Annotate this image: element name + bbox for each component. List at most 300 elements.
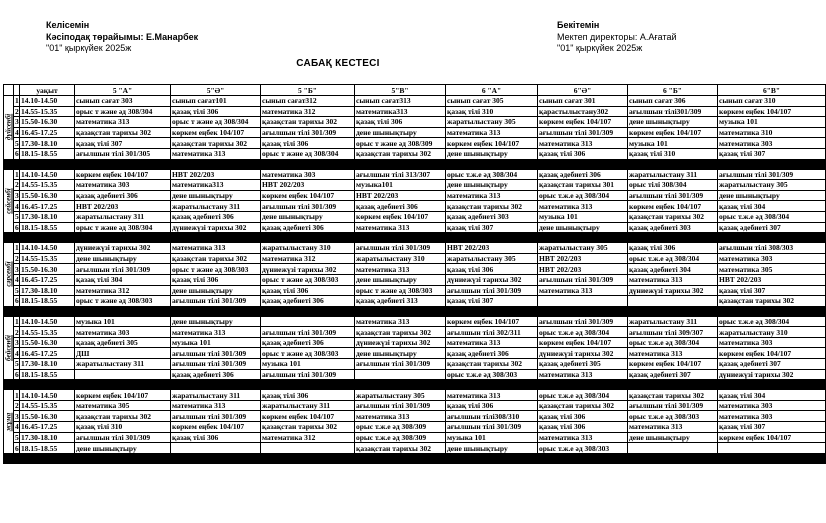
- lesson-cell: НВТ 202/203: [538, 253, 628, 264]
- lesson-cell: қазақстан тарихы 302: [171, 138, 261, 149]
- lesson-time: 17.30-18.10: [20, 285, 75, 296]
- lesson-number: 1: [15, 243, 19, 253]
- lesson-cell: жаратылыстану 310: [261, 243, 355, 254]
- lesson-cell: математика 303: [718, 400, 826, 411]
- lesson-cell: [261, 443, 355, 454]
- lesson-cell: қазақ тілі 306: [171, 106, 261, 117]
- lesson-time: 14.10-14.50: [20, 169, 75, 180]
- lesson-cell: дене шынықтыру: [171, 285, 261, 296]
- lesson-number: 6: [15, 222, 19, 232]
- lesson-cell: ағылшын тілі 309/307: [628, 327, 718, 338]
- lesson-cell: [718, 443, 826, 454]
- lesson-cell: [628, 443, 718, 454]
- lesson-cell: қазақстан тарихы 302: [261, 422, 355, 433]
- lesson-cell: орыс т.ж.е әд 308/304: [718, 316, 826, 327]
- lesson-cell: жаратылыстану 311: [75, 359, 171, 370]
- lesson-cell: математика 313: [628, 274, 718, 285]
- lesson-cell: қазақ әдебиеті 306: [261, 337, 355, 348]
- lesson-row: [4, 296, 826, 307]
- column-header: 6 "Б": [628, 85, 718, 96]
- lesson-cell: математика 313: [446, 390, 538, 401]
- lesson-time: 17.30-18.10: [20, 211, 75, 222]
- lesson-cell: дене шынықтыру: [355, 348, 446, 359]
- lesson-time: 18.15-18.55: [20, 148, 75, 159]
- lesson-cell: ағылшын тілі 313/307: [355, 169, 446, 180]
- lesson-cell: жаратылыстану 311: [628, 169, 718, 180]
- separator-bar: [4, 380, 826, 390]
- lesson-time: 18.15-18.55: [20, 443, 75, 454]
- page-title: САБАҚ КЕСТЕСІ: [296, 58, 380, 69]
- lesson-cell: қазақ тілі 306: [538, 422, 628, 433]
- lesson-cell: математика 313: [355, 222, 446, 233]
- lesson-cell: қазақ әдебиеті 307: [718, 359, 826, 370]
- lesson-cell: көркем еңбек 104/107: [446, 316, 538, 327]
- day-label-cell: [4, 243, 14, 307]
- lesson-cell: НВТ 202/203: [718, 274, 826, 285]
- lesson-cell: қазақ тілі 306: [261, 285, 355, 296]
- lesson-cell: дене шынықтыру: [75, 443, 171, 454]
- lesson-time: 16.45-17.25: [20, 201, 75, 212]
- lesson-time: 16.45-17.25: [20, 274, 75, 285]
- lesson-cell: жаратылыстану 305: [446, 117, 538, 128]
- lesson-cell: қазақ тілі 310: [446, 106, 538, 117]
- lesson-row: [4, 222, 826, 233]
- lesson-row: [4, 422, 826, 433]
- separator-bar: [4, 159, 826, 169]
- lesson-cell: математика 303: [718, 337, 826, 348]
- lesson-time: 16.45-17.25: [20, 127, 75, 138]
- lesson-cell: көркем еңбек 104/107: [75, 390, 171, 401]
- lesson-time: 18.15-18.55: [20, 369, 75, 380]
- lesson-row: [4, 369, 826, 380]
- lesson-cell: жаратылыстану 310: [718, 327, 826, 338]
- lesson-cell: қазақ тілі 307: [446, 222, 538, 233]
- lesson-cell: математика 303: [718, 411, 826, 422]
- lesson-cell: орыс т.ж.е әд 308/304: [538, 390, 628, 401]
- lesson-cell: дене шынықтыру: [628, 117, 718, 128]
- column-header: 5 "Б": [261, 85, 355, 96]
- lesson-cell: жаратылыстану 310: [355, 253, 446, 264]
- lesson-cell: НВТ 202/203: [355, 190, 446, 201]
- day-separator: [4, 306, 826, 316]
- lesson-cell: қазақ әдебиеті 307: [718, 222, 826, 233]
- lesson-time: 15.50-16.30: [20, 264, 75, 275]
- lesson-cell: ағылшын тілі 301/309: [446, 285, 538, 296]
- lesson-cell: қазақ тілі 310: [628, 148, 718, 159]
- lesson-cell: жаратылыстану 311: [75, 211, 171, 222]
- day-separator: [4, 380, 826, 390]
- lesson-cell: қазақ тілі 304: [718, 201, 826, 212]
- lesson-time: 15.50-16.30: [20, 411, 75, 422]
- lesson-cell: дене шынықтыру: [628, 432, 718, 443]
- lesson-cell: ағылшын тілі 301/309: [355, 400, 446, 411]
- lesson-row: [4, 327, 826, 338]
- lesson-cell: дене шынықтыру: [446, 148, 538, 159]
- lesson-cell: математика 313: [355, 316, 446, 327]
- lesson-row: [4, 117, 826, 128]
- approval-right: [557, 20, 677, 55]
- lesson-number: 2: [15, 106, 19, 116]
- lesson-row: [4, 201, 826, 212]
- lesson-cell: математика 313: [75, 117, 171, 128]
- lesson-cell: көркем еңбек 104/107: [718, 432, 826, 443]
- lesson-cell: орыс т.ж.е әд 308/303: [446, 369, 538, 380]
- lesson-cell: математика 313: [171, 148, 261, 159]
- lesson-row: [4, 264, 826, 275]
- lesson-time: 14.55-15.35: [20, 106, 75, 117]
- lesson-number: 6: [15, 369, 19, 379]
- lesson-row: [4, 180, 826, 191]
- lesson-cell: жаратылыстану 311: [628, 316, 718, 327]
- lesson-cell: математика 313: [538, 432, 628, 443]
- lesson-cell: ағылшын тілі 301/309: [718, 169, 826, 180]
- lesson-cell: қазақ тілі 306: [355, 117, 446, 128]
- lesson-cell: орыс т.ж.е әд 308/304: [538, 327, 628, 338]
- lesson-cell: [75, 369, 171, 380]
- lesson-number: 3: [15, 338, 19, 348]
- lesson-cell: қазақ әдебиеті 306: [538, 169, 628, 180]
- lesson-row: [4, 274, 826, 285]
- lesson-cell: қазақ әдебиеті 305: [75, 337, 171, 348]
- day-name: дүйсенбі: [4, 114, 12, 141]
- approve-role: Мектеп директоры: А.Ағатай: [557, 31, 677, 42]
- lesson-cell: қазақ тілі 306: [538, 148, 628, 159]
- lesson-cell: қазақ тілі 304: [75, 274, 171, 285]
- lesson-cell: ДШ: [75, 348, 171, 359]
- approval-left: [46, 20, 198, 55]
- lesson-cell: математика 313: [538, 285, 628, 296]
- lesson-cell: орыс т және әд 308/303: [261, 274, 355, 285]
- lesson-cell: орыс т.ж.е әд 308/304: [628, 337, 718, 348]
- lesson-time: 14.10-14.50: [20, 316, 75, 327]
- lesson-cell: [538, 296, 628, 307]
- lesson-cell: ағылшын тілі 301/309: [628, 190, 718, 201]
- lesson-cell: қазақстан тарихы 302: [538, 400, 628, 411]
- lesson-cell: дене шынықтыру: [171, 316, 261, 327]
- lesson-cell: қазақстан тарихы 302: [171, 253, 261, 264]
- separator-bar: [4, 233, 826, 243]
- lesson-number: 3: [15, 191, 19, 201]
- column-header: 6"Ә": [538, 85, 628, 96]
- day-name: бейсенбі: [4, 334, 12, 361]
- lesson-cell: орыс т.ж.е әд 308/309: [355, 422, 446, 433]
- lesson-cell: орыс т және әд 308/309: [355, 138, 446, 149]
- lesson-cell: математика 312: [261, 432, 355, 443]
- lesson-cell: ағылшын тілі 301/309: [261, 327, 355, 338]
- lesson-cell: қазақ тілі 306: [446, 400, 538, 411]
- lesson-cell: қазақстан тарихы 301: [538, 180, 628, 191]
- lesson-cell: орыс т.ж.е әд 308/304: [538, 190, 628, 201]
- lesson-cell: қазақ әдебиеті 313: [355, 296, 446, 307]
- agree-date: "01" қыркүйек 2025ж: [46, 43, 132, 53]
- lesson-time: 16.45-17.25: [20, 422, 75, 433]
- lesson-cell: қазақстан тарихы 302: [628, 211, 718, 222]
- lesson-cell: математика 313: [628, 348, 718, 359]
- lesson-cell: дүниежүзі тарихы 302: [718, 369, 826, 380]
- lesson-cell: жаратылыстану 311: [171, 390, 261, 401]
- lesson-cell: орыс т.ж.е әд 308/309: [355, 432, 446, 443]
- lesson-cell: музыка 101: [538, 211, 628, 222]
- lesson-row: [4, 190, 826, 201]
- lesson-cell: [628, 296, 718, 307]
- lesson-cell: қазақ әдебиеті 306: [446, 348, 538, 359]
- lesson-time: 16.45-17.25: [20, 348, 75, 359]
- lesson-cell: математика 310: [718, 127, 826, 138]
- lesson-cell: математика 313: [538, 138, 628, 149]
- lesson-number: 1: [15, 96, 19, 106]
- lesson-cell: қазақ тілі 306: [446, 264, 538, 275]
- lesson-cell: ағылшын тілі 301/309: [171, 296, 261, 307]
- lesson-cell: жаратылыстану 305: [446, 253, 538, 264]
- column-header: 5 "А": [75, 85, 171, 96]
- lesson-cell: жаратылыстану 305: [538, 243, 628, 254]
- lesson-number: 1: [15, 169, 19, 179]
- lesson-cell: музыка 101: [446, 432, 538, 443]
- lesson-time: 14.55-15.35: [20, 253, 75, 264]
- lesson-cell: ағылшын тілі 301/309: [261, 127, 355, 138]
- lesson-cell: математика 313: [355, 264, 446, 275]
- lesson-number: 2: [15, 254, 19, 264]
- lesson-time: 17.30-18.10: [20, 359, 75, 370]
- lesson-cell: қазақ тілі 306: [538, 411, 628, 422]
- lesson-cell: ағылшын тілі 301/309: [538, 316, 628, 327]
- lesson-cell: математика313: [355, 106, 446, 117]
- lesson-cell: [261, 316, 355, 327]
- lesson-number: 1: [15, 316, 19, 326]
- lesson-cell: қазақ тілі 306: [628, 243, 718, 254]
- lesson-cell: музыка 101: [75, 316, 171, 327]
- lesson-cell: дене шынықтыру: [171, 190, 261, 201]
- lesson-cell: дене шынықтыру: [446, 180, 538, 191]
- lesson-cell: қазақ әдебиеті 307: [628, 369, 718, 380]
- lesson-cell: орыс т және әд 308/303: [355, 285, 446, 296]
- lesson-cell: қазақстан тарихы 302: [355, 443, 446, 454]
- schedule-table: [3, 84, 826, 464]
- lesson-cell: сынып сағат101: [171, 96, 261, 107]
- lesson-cell: көркем еңбек 104/107: [75, 169, 171, 180]
- lesson-cell: математика313: [171, 180, 261, 191]
- lesson-number: 6: [15, 149, 19, 159]
- lesson-number: 2: [15, 327, 19, 337]
- lesson-cell: дүниежүзі тарихы 302: [628, 285, 718, 296]
- lesson-time: 15.50-16.30: [20, 190, 75, 201]
- lesson-cell: [355, 369, 446, 380]
- lesson-number: 2: [15, 401, 19, 411]
- lesson-cell: орыс т және әд 308/303: [75, 296, 171, 307]
- lesson-time: 15.50-16.30: [20, 117, 75, 128]
- lesson-cell: жаратылыстану 311: [171, 201, 261, 212]
- lesson-cell: көркем еңбек 104/107: [446, 138, 538, 149]
- day-name: жұма: [4, 412, 12, 431]
- lesson-row: [4, 127, 826, 138]
- lesson-cell: қазақ тілі 307: [446, 296, 538, 307]
- column-header: 6 "А": [446, 85, 538, 96]
- lesson-number: 5: [15, 359, 19, 369]
- approve-date: "01" қыркүйек 2025ж: [557, 43, 643, 53]
- lesson-cell: қазақ әдебиеті 306: [75, 190, 171, 201]
- lesson-cell: математика 313: [446, 337, 538, 348]
- day-name: сейсенбі: [4, 188, 12, 214]
- lesson-cell: математика 313: [171, 243, 261, 254]
- lesson-row: [4, 96, 826, 107]
- lesson-row: [4, 138, 826, 149]
- lesson-row: [4, 432, 826, 443]
- lesson-cell: дене шынықтыру: [75, 253, 171, 264]
- lesson-row: [4, 390, 826, 401]
- lesson-time: 18.15-18.55: [20, 222, 75, 233]
- lesson-cell: НВТ 202/203: [75, 201, 171, 212]
- day-separator: [4, 233, 826, 243]
- lesson-cell: қазақстан тарихы 302: [75, 411, 171, 422]
- lesson-cell: көркем еңбек 104/107: [628, 359, 718, 370]
- lesson-time: 14.55-15.35: [20, 180, 75, 191]
- lesson-row: [4, 253, 826, 264]
- lesson-cell: қазақ әдебиеті 306: [261, 222, 355, 233]
- lesson-cell: сынып сағат 303: [75, 96, 171, 107]
- lesson-cell: математика 313: [538, 201, 628, 212]
- lesson-number: 5: [15, 212, 19, 222]
- lesson-cell: ағылшын тілі 301/309: [628, 400, 718, 411]
- lesson-cell: математика 303: [75, 327, 171, 338]
- lesson-cell: орыс тілі 308/304: [628, 180, 718, 191]
- lesson-cell: көркем еңбек 104/107: [171, 422, 261, 433]
- lesson-cell: ағылшын тілі 301/309: [538, 274, 628, 285]
- lesson-cell: дене шынықтыру: [446, 443, 538, 454]
- lesson-row: [4, 337, 826, 348]
- lesson-cell: көркем еңбек 104/107: [538, 337, 628, 348]
- lesson-number: 2: [15, 180, 19, 190]
- lesson-time: 14.55-15.35: [20, 400, 75, 411]
- lesson-cell: дене шынықтыру: [355, 127, 446, 138]
- lesson-cell: сынып сағат 301: [538, 96, 628, 107]
- agree-role: Кәсіподақ төрайымы: Е.Манарбек: [46, 31, 199, 42]
- day-label-cell: [4, 96, 14, 160]
- lesson-cell: қазақ әдебиеті 306: [171, 211, 261, 222]
- lesson-cell: қазақ әдебиеті 305: [538, 359, 628, 370]
- lesson-cell: қазақ тілі 307: [718, 285, 826, 296]
- lesson-cell: математика 303: [75, 180, 171, 191]
- lesson-cell: дүниежүзі тарихы 302: [355, 337, 446, 348]
- lesson-cell: сынып сағат 310: [718, 96, 826, 107]
- lesson-cell: қазақстан тарихы 302: [628, 390, 718, 401]
- lesson-cell: қазақ әдебиеті 306: [171, 369, 261, 380]
- day-label-cell: [4, 169, 14, 233]
- lesson-cell: қазақ тілі 304: [718, 390, 826, 401]
- lesson-cell: музыка 101: [628, 138, 718, 149]
- lesson-number: 6: [15, 443, 19, 453]
- lesson-cell: жаратылыстану 311: [261, 400, 355, 411]
- day-name: сәрсенбі: [4, 261, 12, 287]
- header-row: [4, 85, 826, 96]
- lesson-cell: қазақстан тарихы 302: [355, 148, 446, 159]
- lesson-cell: көркем еңбек 104/107: [628, 127, 718, 138]
- lesson-cell: [171, 443, 261, 454]
- lesson-cell: қазақ тілі 307: [718, 422, 826, 433]
- lesson-cell: математика 303: [718, 253, 826, 264]
- lesson-cell: математика 312: [75, 285, 171, 296]
- lesson-cell: математика 305: [75, 400, 171, 411]
- column-header: 5"Ә": [171, 85, 261, 96]
- lesson-cell: ағылшын тілі301/309: [628, 106, 718, 117]
- lesson-number: 6: [15, 296, 19, 306]
- lesson-cell: дене шынықтыру: [355, 274, 446, 285]
- lesson-cell: ағылшын тілі 308/303: [718, 243, 826, 254]
- lesson-time: 14.10-14.50: [20, 390, 75, 401]
- lesson-cell: дүниежүзі тарихы 302: [446, 274, 538, 285]
- lesson-cell: ағылшын тілі 301/309: [75, 264, 171, 275]
- lesson-cell: ағылшын тілі 301/309: [261, 201, 355, 212]
- lesson-number: 5: [15, 285, 19, 295]
- lesson-cell: қазақстан тарихы 302: [446, 359, 538, 370]
- lesson-cell: дене шынықтыру: [261, 211, 355, 222]
- lesson-cell: орыс т.ж.е әд 308/304: [628, 253, 718, 264]
- lesson-cell: ағылшын тілі308/310: [446, 411, 538, 422]
- lesson-cell: математика 313: [355, 411, 446, 422]
- lesson-cell: сынып сағат 306: [628, 96, 718, 107]
- lesson-cell: ағылшын тілі 301/309: [171, 411, 261, 422]
- lesson-cell: НВТ 202/203: [261, 180, 355, 191]
- lesson-row: [4, 316, 826, 327]
- lesson-cell: орыс т және әд 308/304: [261, 148, 355, 159]
- lesson-cell: орыс т.ж.е әд 308/303: [538, 443, 628, 454]
- lesson-cell: қазақстан тарихы 302: [355, 327, 446, 338]
- lesson-cell: математика 313: [628, 422, 718, 433]
- separator-bar: [4, 453, 826, 463]
- lesson-cell: дене шынықтыру: [538, 222, 628, 233]
- lesson-time: 17.30-18.10: [20, 138, 75, 149]
- lesson-cell: орыс т.ж.е әд 308/304: [446, 169, 538, 180]
- lesson-row: [4, 400, 826, 411]
- lesson-cell: ағылшын тілі 301/309: [355, 243, 446, 254]
- lesson-number: 4: [15, 128, 19, 138]
- lesson-number: 4: [15, 275, 19, 285]
- lesson-number: 4: [15, 422, 19, 432]
- lesson-row: [4, 243, 826, 254]
- lesson-cell: қазақ тілі 310: [75, 422, 171, 433]
- lesson-cell: қазақстан тарихы 302: [446, 201, 538, 212]
- lesson-row: [4, 285, 826, 296]
- lesson-cell: қазақ әдебиеті 306: [355, 201, 446, 212]
- lesson-cell: музыка 101: [261, 359, 355, 370]
- lesson-cell: қазақ тілі 306: [171, 432, 261, 443]
- lesson-cell: музыка 101: [718, 117, 826, 128]
- lesson-cell: НВТ 202/203: [538, 264, 628, 275]
- lesson-cell: музыка101: [355, 180, 446, 191]
- lesson-row: [4, 169, 826, 180]
- lesson-cell: қазақстан тарихы 302: [718, 296, 826, 307]
- lesson-cell: қазақ тілі 306: [261, 138, 355, 149]
- lesson-cell: математика 312: [261, 253, 355, 264]
- lesson-cell: орыс т және әд 308/304: [171, 117, 261, 128]
- lesson-cell: математика 303: [718, 138, 826, 149]
- day-label-cell: [4, 316, 14, 380]
- lesson-cell: көркем еңбек 104/107: [171, 127, 261, 138]
- lesson-cell: дүниежүзі тарихы 302: [261, 264, 355, 275]
- lesson-row: [4, 443, 826, 454]
- lesson-cell: математика 313: [538, 369, 628, 380]
- column-header: 6"В": [718, 85, 826, 96]
- lesson-number: 5: [15, 432, 19, 442]
- lesson-cell: көркем еңбек 104/107: [718, 348, 826, 359]
- approve-title: Бекітемін: [557, 20, 600, 30]
- lesson-cell: жаратылыстану 305: [355, 390, 446, 401]
- lesson-cell: көркем еңбек 104/107: [538, 117, 628, 128]
- lesson-cell: қазақ тілі 307: [718, 148, 826, 159]
- lesson-cell: ағылшын тілі 301/305: [75, 148, 171, 159]
- corner-cell: [4, 85, 14, 96]
- lesson-cell: НВТ 202/203: [171, 169, 261, 180]
- lesson-cell: математика 313: [171, 400, 261, 411]
